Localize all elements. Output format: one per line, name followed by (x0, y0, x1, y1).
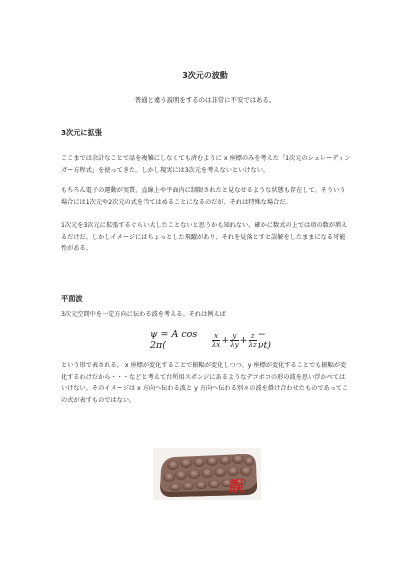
formula-fraction-y (230, 332, 238, 349)
formula-den-z: λz (248, 340, 257, 349)
error-stamp-text: 誤 (229, 477, 245, 495)
section-heading-3d: 3次元に拡張 (61, 128, 102, 137)
page-subtitle: 普通と違う説明をするのは非常に不安ではある。 (134, 96, 276, 104)
formula-num-z: z (250, 331, 255, 340)
formula-num-y: y (232, 331, 237, 340)
formula-lhs: ψ = A cos 2π( (150, 329, 198, 351)
formula-den-x: λx (211, 340, 221, 349)
paragraph-special-case: もちろん電子の運動が実質、直線上や平面内に制限されたと見なせるような状態も存在して、そういう場合には1次元や2次元の式を当てはめることになるのだが、それは特殊な場合だ。 (61, 187, 346, 206)
formula-fraction-z (249, 332, 257, 349)
page-title: 3次元の波動 (182, 71, 228, 80)
section-heading-plane-wave: 平面波 (61, 294, 83, 303)
paragraph-plane-wave-intro: 3次元空間中を一定方向に伝わる波を考える。それは例えば (61, 311, 226, 318)
sponge-image (153, 448, 261, 500)
formula-den-y: λy (230, 340, 239, 349)
paragraph-sponge-misconception: という形で表される。 x 座標が変化することで振幅が変化しつつ、y 座標が変化することでも振幅が変化するわけだから・・・などと考えて台所用スポンジにあるようなデコボコの形の波を思い浮かべてはいけない。そのイメージは x 方向へ伝わる波と y 方向へ伝わる別々の波を掛け合わせたものであってこの式が表すものではない。 (61, 362, 349, 404)
sponge-photo (153, 448, 261, 500)
paragraph-1d-intro: ここまでは余計なことで話を複雑にしなくても済むように x 座標のみを考えた「1次元のシュレーディンガー方程式」を使ってきた。しかし現実には3次元を考えないといけない。 (61, 155, 351, 174)
formula-fraction-x (212, 332, 220, 349)
formula-tail: − νt) (257, 329, 272, 351)
paragraph-extension-caution: 1次元を3次元に拡張するぐらい大したことないと思うかも知れない。確かに数式の上では項の数が増えるだけだ。しかしイメージにはちょっとした飛躍があり、それを見落とすと誤解をしたままになる可能性がある。 (61, 222, 348, 252)
formula-num-x: x (214, 331, 219, 340)
plane-wave-formula: ψ = A cos 2π( $\frac{x}{\lambda x}$ + $\frac{y}{\lambda y}$ + $\frac{z}{\lambda z}$ − νt) (150, 327, 280, 353)
